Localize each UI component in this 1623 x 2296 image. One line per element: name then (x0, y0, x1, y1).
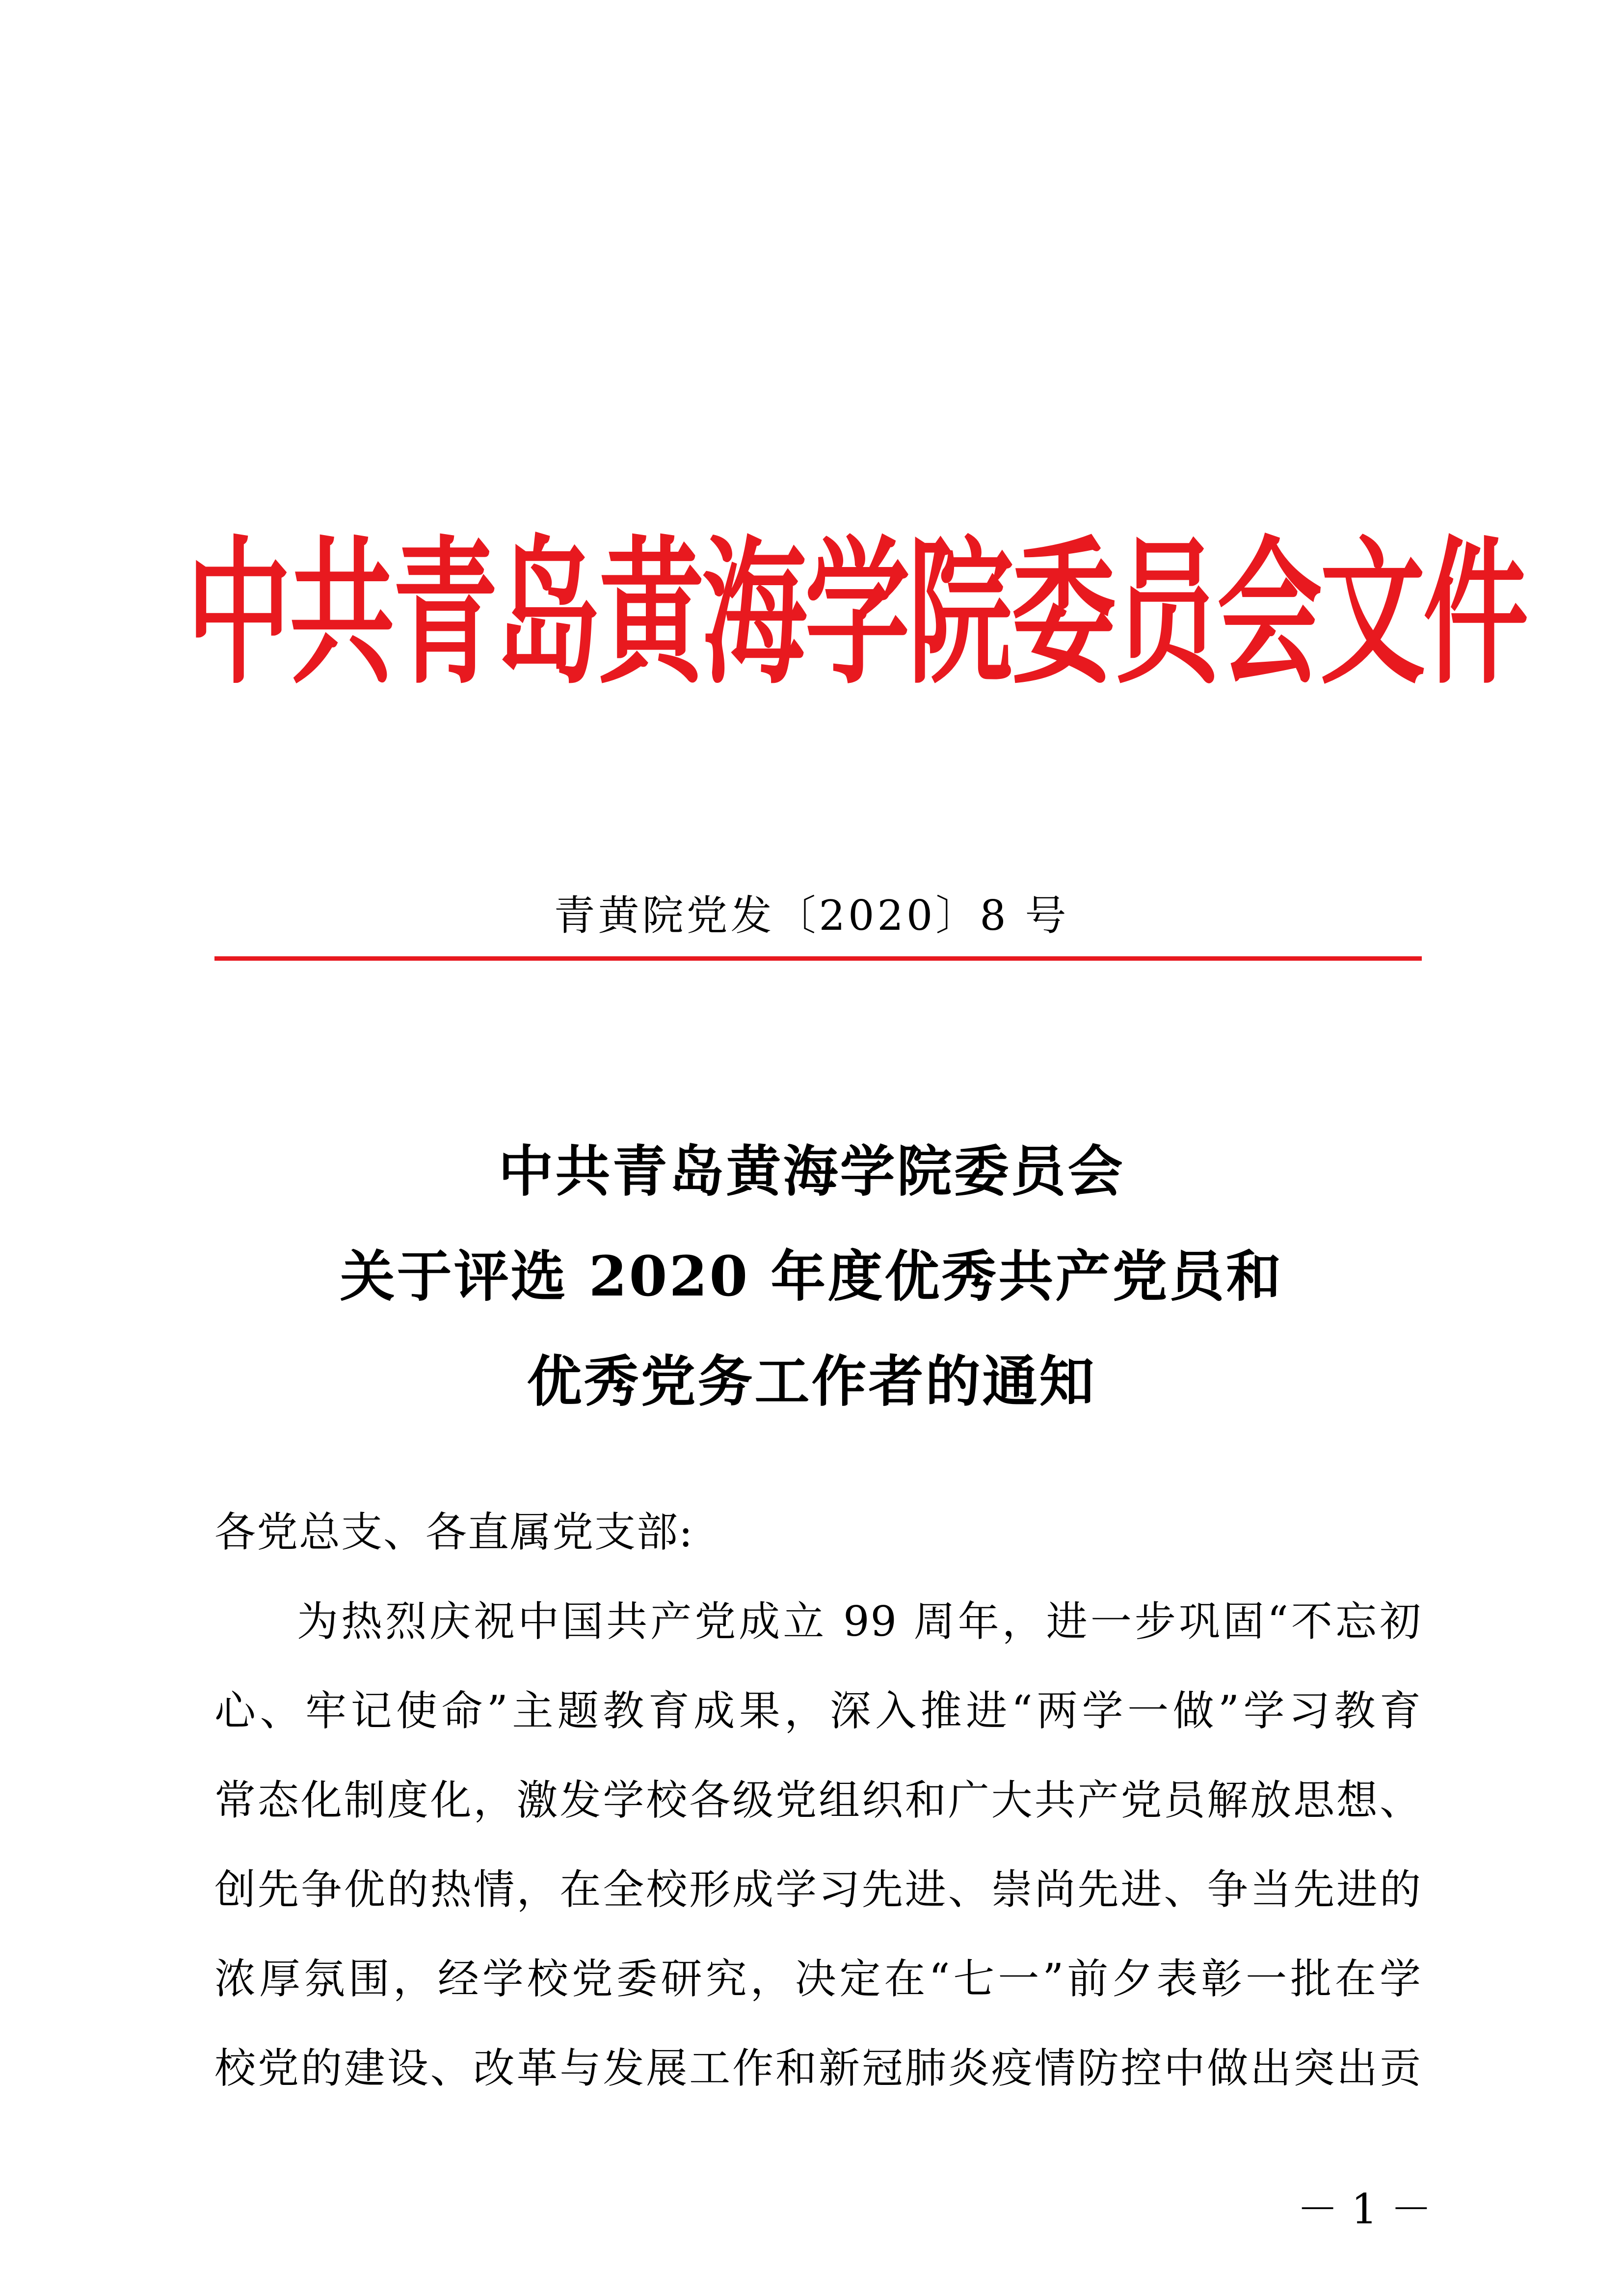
salutation: 各党总支、各直属党支部: (214, 1508, 694, 1556)
notice-title (0, 1119, 1623, 1434)
paragraph-line: 浓厚氛围，经学校党委研究，决定在“七一”前夕表彰一批在学 (214, 1955, 1422, 2003)
paragraph-line: 校党的建设、改革与发展工作和新冠肺炎疫情防控中做出突出贡 (214, 2044, 1422, 2092)
red-separator-line (214, 956, 1422, 961)
paragraph-line: 心、牢记使命”主题教育成果，深入推进“两学一做”学习教育 (214, 1687, 1422, 1735)
document-number: 青黄院党发〔2020〕8 号 (554, 891, 1069, 940)
paragraph-line: 创先争优的热情，在全校形成学习先进、崇尚先进、争当先进的 (214, 1865, 1422, 1914)
paragraph-line: 为热烈庆祝中国共产党成立 99 周年，进一步巩固“不忘初 (297, 1597, 1422, 1646)
title-line-2: 关于评选 2020 年度优秀共产党员和 (340, 1244, 1283, 1309)
masthead-title: 中共青岛黄海学院委员会文件 (186, 521, 1526, 706)
title-line-1: 中共青岛黄海学院委员会 (498, 1139, 1125, 1204)
paragraph-line: 常态化制度化，激发学校各级党组织和广大共产党员解放思想、 (214, 1776, 1422, 1824)
body-text (214, 1487, 1422, 2113)
title-line-3: 优秀党务工作者的通知 (527, 1350, 1096, 1414)
page-number: － 1 － (1297, 2185, 1432, 2233)
